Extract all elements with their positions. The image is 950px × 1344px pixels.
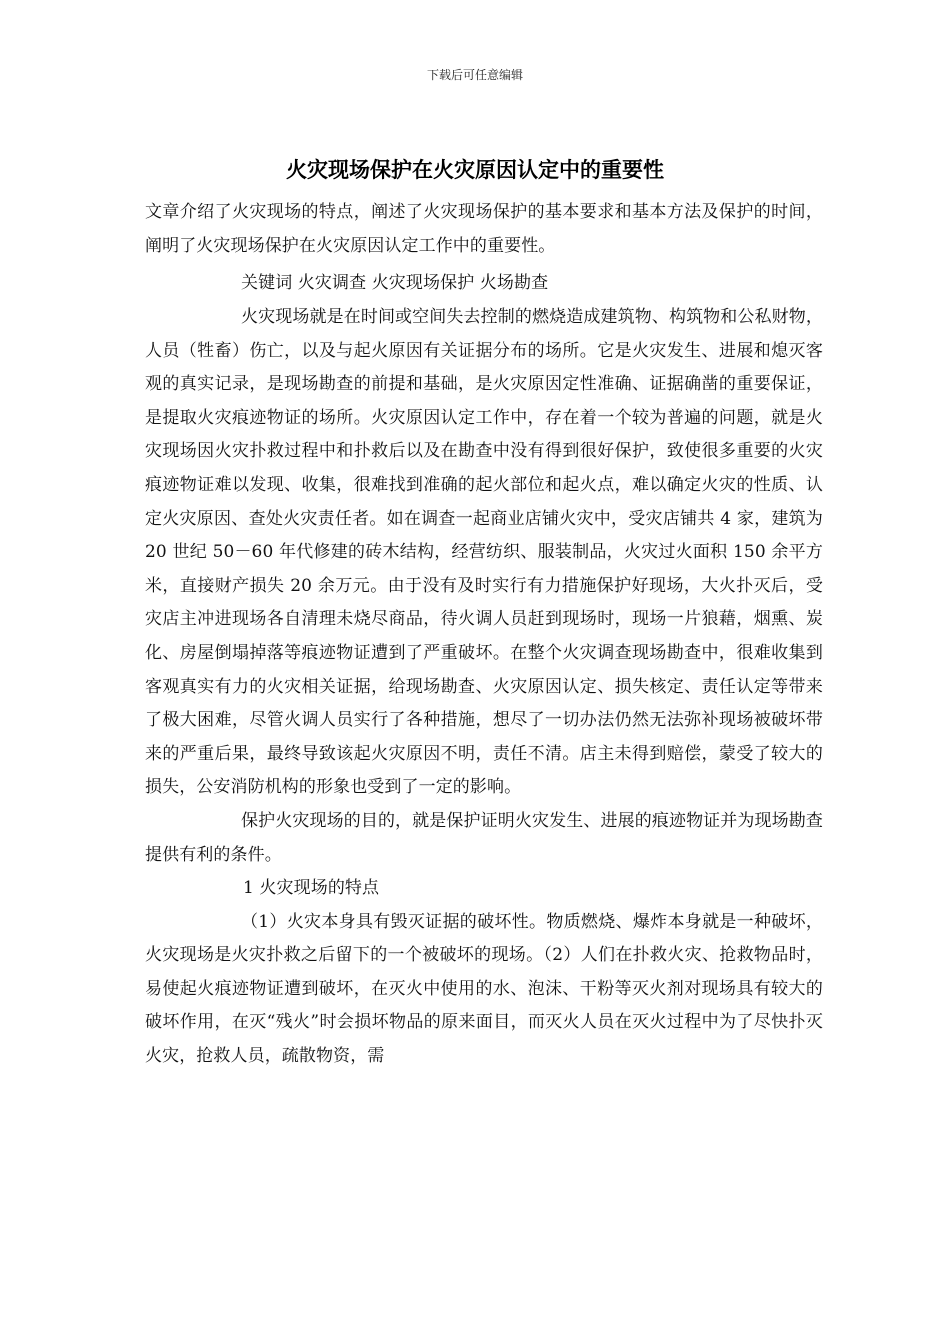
header-note: 下载后可任意编辑	[426, 68, 523, 82]
document-title: 火灾现场保护在火灾原因认定中的重要性	[286, 157, 664, 182]
abstract-block	[145, 196, 823, 263]
body-paragraph-3: （1）火灾本身具有毁灭证据的破坏性。物质燃烧、爆炸本身就是一种破坏，火灾现场是火灾扑救之后留下的一个被破坏的现场。（2）人们在扑救火灾、抢救物品时，易使起火痕迹物证遭到破坏，在灭火中使用的水、泡沫、干粉等灭火剂对现场具有较大的破坏作用，在灭“残火”时会损坏物品的原来面目，而灭火人员在灭火过程中为了尽快扑灭火灾，抢救人员，疏散物资，需	[145, 911, 823, 1067]
body-paragraph-1: 火灾现场就是在时间或空间失去控制的燃烧造成建筑物、构筑物和公私财物，人员（牲畜）伤亡，以及与起火原因有关证据分布的场所。它是火灾发生、进展和熄灭客观的真实记录，是现场勘查的前提和基础，是火灾原因定性准确、证据确凿的重要保证，是提取火灾痕迹物证的场所。火灾原因认定工作中，存在着一个较为普遍的问题，就是火灾现场因火灾扑救过程中和扑救后以及在勘查中没有得到很好保护，致使很多重要的火灾痕迹物证难以发现、收集，很难找到准确的起火部位和起火点，难以确定火灾的性质、认定火灾原因、查处火灾责任者。如在调查一起商业店铺火灾中，受灾店铺共 4 家，建筑为 20 世纪 50－60 年代修建的砖木结构，经营纺织、服装制品，火灾过火面积 150 余平方米，直接财产损失 20 余万元。由于没有及时实行有力措施保护好现场，大火扑灭后，受灾店主冲进现场各自清理未烧尽商品，待火调人员赶到现场时，现场一片狼藉，烟熏、炭化、房屋倒塌掉落等痕迹物证遭到了严重破坏。在整个火灾调查现场勘查中，很难收集到客观真实有力的火灾相关证据，给现场勘查、火灾原因认定、损失核定、责任认定等带来了极大困难，尽管火调人员实行了各种措施，想尽了一切办法仍然无法弥补现场被破坏带来的严重后果，最终导致该起火灾原因不明，责任不清。店主未得到赔偿，蒙受了较大的损失，公安消防机构的形象也受到了一定的影响。	[145, 307, 823, 798]
main-body	[145, 301, 823, 1074]
keywords-line: 关键词 火灾调查 火灾现场保护 火场勘查	[241, 273, 549, 293]
section-heading: 1 火灾现场的特点	[243, 878, 380, 899]
keywords-block	[145, 267, 823, 301]
body-paragraph-2: 保护火灾现场的目的，就是保护证明火灾发生、进展的痕迹物证并为现场勘查提供有利的条件。	[145, 810, 823, 865]
abstract-paragraph: 文章介绍了火灾现场的特点，阐述了火灾现场保护的基本要求和基本方法及保护的时间，阐明了火灾现场保护在火灾原因认定工作中的重要性。	[145, 202, 823, 256]
